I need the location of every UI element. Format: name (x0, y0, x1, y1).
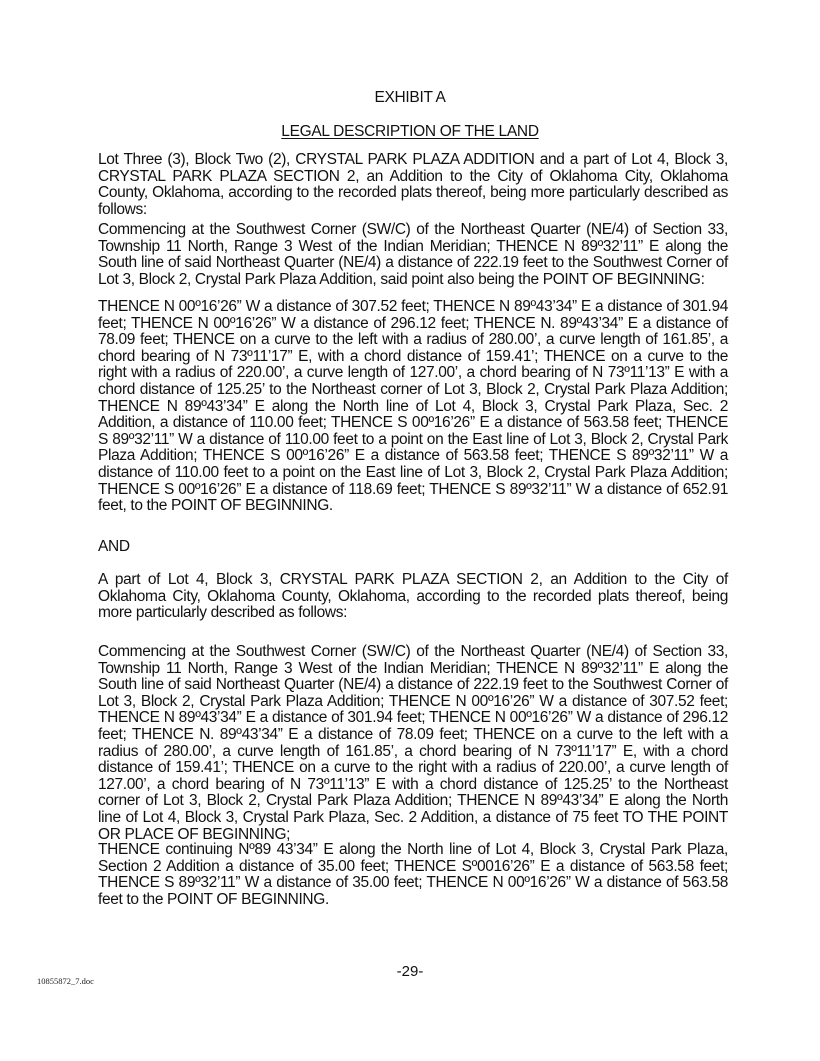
legal-description-heading: LEGAL DESCRIPTION OF THE LAND (281, 123, 539, 140)
page-number: -29- (396, 963, 424, 980)
and-separator: AND (98, 538, 130, 555)
commencing-paragraph-1: Commencing at the Southwest Corner (SW/C) of the Northeast Quarter (NE/4) of Section 33, Township 11 North, Range 3 West of the Indian Meridian; THENCE N 89º32’11” E along the South line of said Northeast Quarter (NE/4) a distance of 222.19 feet to the Southwest Corner of Lot 3, Block 2, Crystal Park Plaza Addition, said point also being the POINT OF BEGINNING: (98, 221, 728, 288)
exhibit-title: EXHIBIT A (374, 89, 446, 106)
boundary-calls-paragraph-2: THENCE continuing Nº89 43’34” E along the North line of Lot 4, Block 3, Crystal Park Plaza, Section 2 Addition a distance of 35.00 feet; THENCE Sº0016’26” E a distance of 563.58 feet; THENCE S 89º32’11” W a distance of 35.00 feet; THENCE N 00º16’26” W a distance of 563.58 feet to the POINT OF BEGINNING. (98, 841, 728, 908)
document-id-footer: 10855872_7.doc (37, 976, 94, 986)
lot-description-paragraph: Lot Three (3), Block Two (2), CRYSTAL PARK PLAZA ADDITION and a part of Lot 4, Block 3, CRYSTAL PARK PLAZA SECTION 2, an Addition to the City of Oklahoma City, Oklahoma County, Oklahoma, according to the recorded plats thereof, being more particularly described as follows: (98, 151, 728, 218)
boundary-calls-paragraph-1: THENCE N 00º16’26” W a distance of 307.52 feet; THENCE N 89º43’34” E a distance of 301.94 feet; THENCE N 00º16’26” W a distance of 296.12 feet; THENCE N. 89º43’34” E a distance of 78.09 feet; THENCE on a curve to the left with a radius of 280.00’, a curve length of 161.85’, a chord bearing of N 73º11’17” E, with a chord distance of 159.41’; THENCE on a curve to the right with a radius of 220.00’, a curve length of 127.00’, a chord bearing of N 73º11’13” E with a chord distance of 125.25’ to the Northeast corner of Lot 3, Block 2, Crystal Park Plaza Addition; THENCE N 89º43’34” E along the North line of Lot 4, Block 3, Crystal Park Plaza, Sec. 2 Addition, a distance of 110.00 feet; THENCE S 00º16’26” E a distance of 563.58 feet; THENCE S 89º32’11” W a distance of 110.00 feet to a point on the East line of Lot 3, Block 2, Crystal Park Plaza Addition; THENCE S 00º16’26” E a distance of 563.58 feet; THENCE S 89º32’11” W a distance of 110.00 feet to a point on the East line of Lot 3, Block 2, Crystal Park Plaza Addition; THENCE S 00º16’26” E a distance of 118.69 feet; THENCE S 89º32’11” W a distance of 652.91 feet, to the POINT OF BEGINNING. (98, 298, 728, 515)
part-lot-description-paragraph: A part of Lot 4, Block 3, CRYSTAL PARK PLAZA SECTION 2, an Addition to the City of Oklahoma City, Oklahoma County, Oklahoma, according to the recorded plats thereof, being more particularly described as follows: (98, 571, 728, 622)
commencing-paragraph-2: Commencing at the Southwest Corner (SW/C) of the Northeast Quarter (NE/4) of Section 33, Township 11 North, Range 3 West of the Indian Meridian; THENCE N 89º32’11” E along the South line of said Northeast Quarter (NE/4) a distance of 222.19 feet to the Southwest Corner of Lot 3, Block 2, Crystal Park Plaza Addition; THENCE N 00º16’26” W a distance of 307.52 feet; THENCE N 89º43’34” E a distance of 301.94 feet; THENCE N 00º16’26” W a distance of 296.12 feet; THENCE N. 89º43’34” E a distance of 78.09 feet; THENCE on a curve to the left with a radius of 280.00’, a curve length of 161.85’, a chord bearing of N 73º11’17” E, with a chord distance of 159.41’; THENCE on a curve to the right with a radius of 220.00’, a curve length of 127.00’, a chord bearing of N 73º11’13” E with a chord distance of 125.25’ to the Northeast corner of Lot 3, Block 2, Crystal Park Plaza Addition; THENCE N 89º43’34” E along the North line of Lot 4, Block 3, Crystal Park Plaza, Sec. 2 Addition, a distance of 75 feet TO THE POINT OR PLACE OF BEGINNING; (98, 643, 728, 843)
